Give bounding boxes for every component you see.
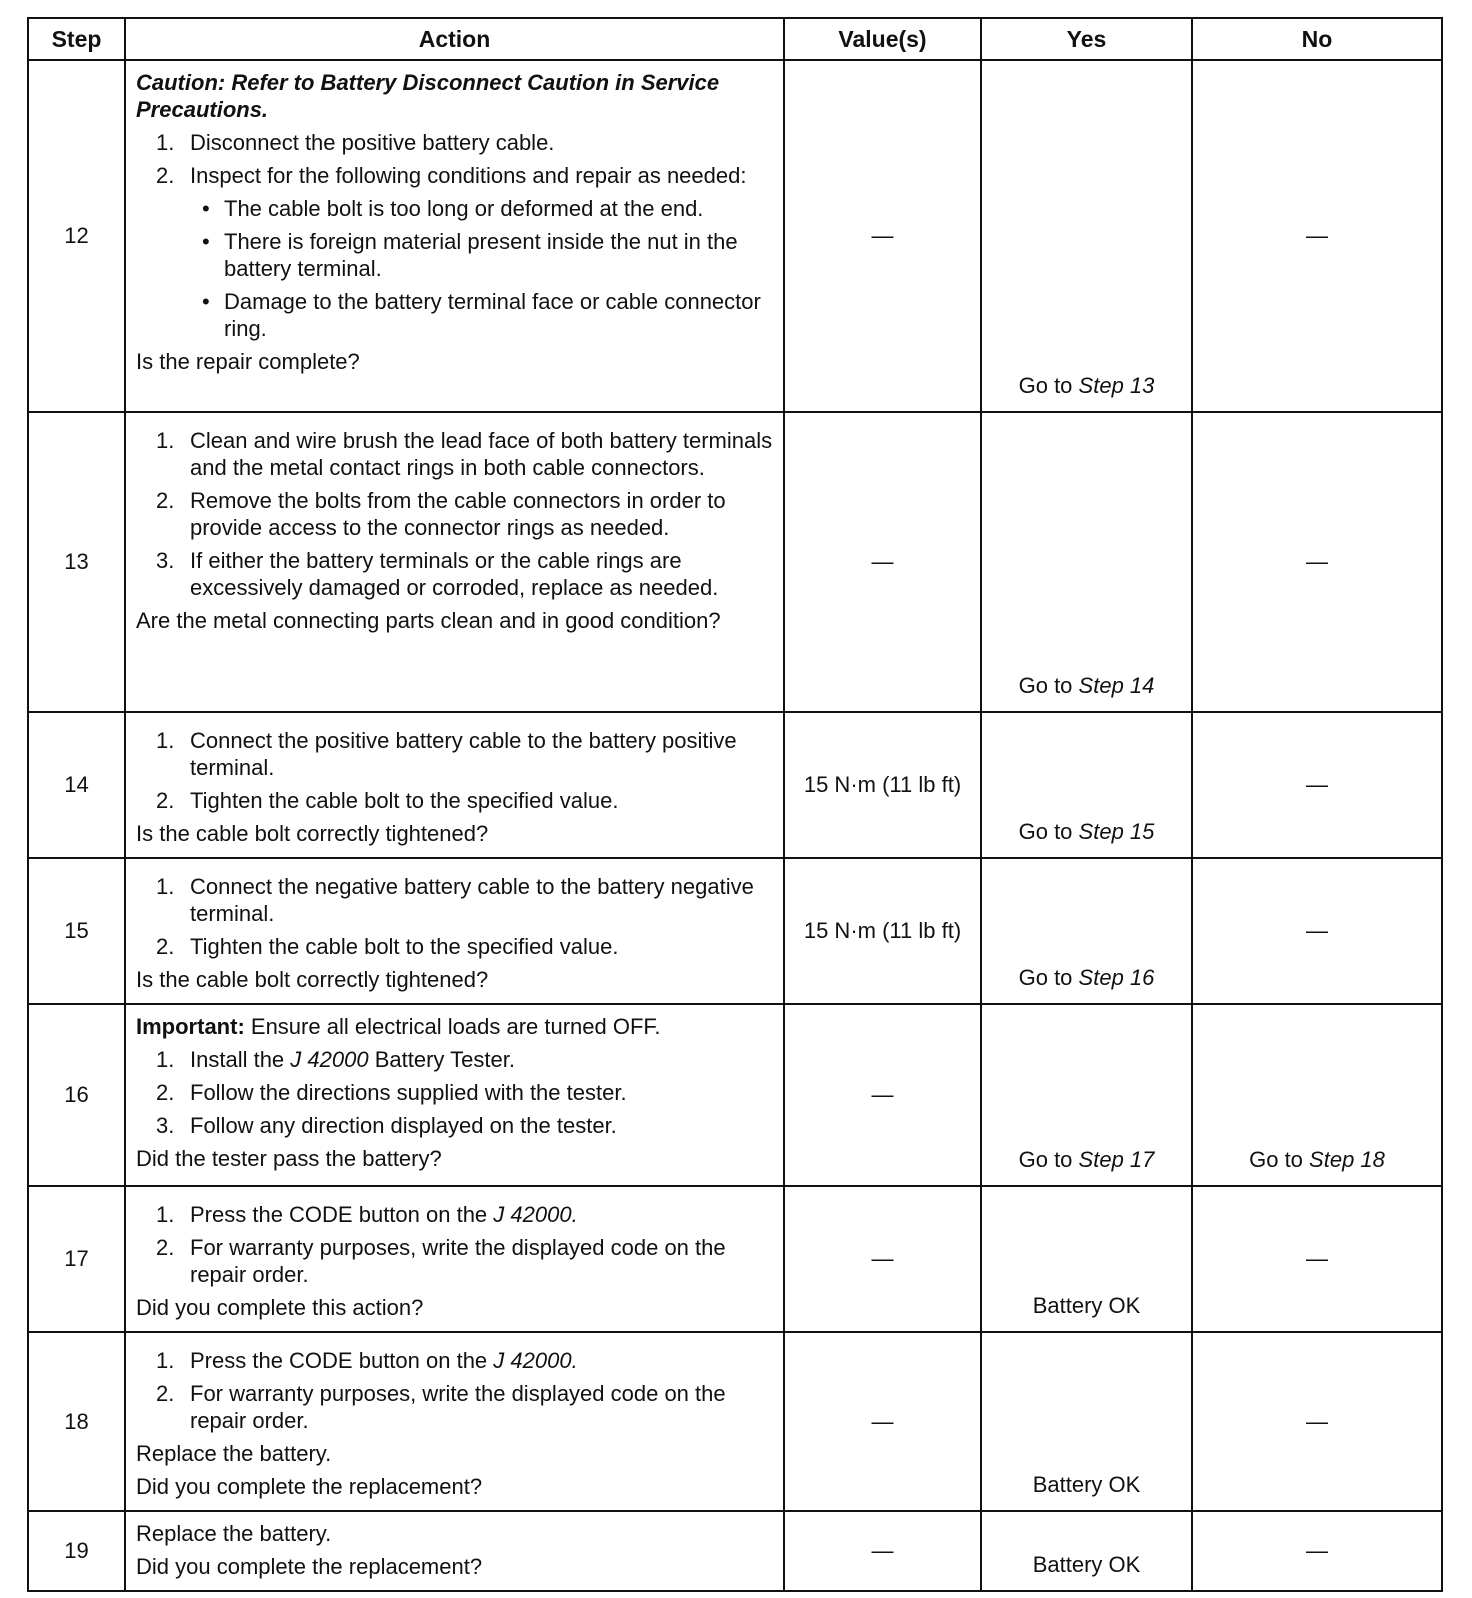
no-cell: —: [1192, 712, 1442, 858]
list-item: • The cable bolt is too long or deformed at the end.: [190, 195, 773, 222]
action-list: [136, 1347, 773, 1434]
list-item: 1. Disconnect the positive battery cable.: [156, 130, 555, 155]
step-number: 14: [28, 712, 125, 858]
no-cell: —: [1192, 412, 1442, 712]
value-cell: 15 N·m (11 lb ft): [784, 712, 981, 858]
list-item: 2. Remove the bolts from the cable connectors in order to provide access to the connector rings as needed.: [156, 488, 726, 540]
step-number: 17: [28, 1186, 125, 1332]
list-item: 3. Follow any direction displayed on the tester.: [156, 1113, 617, 1138]
yes-cell: Go to Step 13: [981, 60, 1192, 412]
no-cell: —: [1192, 60, 1442, 412]
list-item: 2. Follow the directions supplied with the tester.: [156, 1080, 627, 1105]
step-link[interactable]: Step 16: [1078, 965, 1155, 990]
yes-cell: Go to Step 14: [981, 412, 1192, 712]
list-item: • There is foreign material present inside the nut in the battery terminal.: [190, 228, 773, 282]
yes-cell: Go to Step 16: [981, 858, 1192, 1004]
value-cell: —: [784, 1511, 981, 1591]
step-link[interactable]: Step 13: [1078, 373, 1155, 398]
no-cell: —: [1192, 1186, 1442, 1332]
diagnostic-table: [27, 17, 1443, 1592]
header-row: [28, 18, 1442, 60]
list-item: 1. Connect the positive battery cable to the battery positive terminal.: [156, 728, 737, 780]
action-list: [136, 727, 773, 814]
table-row: [28, 1332, 1442, 1511]
action-cell: [125, 1186, 784, 1332]
step-link[interactable]: Step 15: [1078, 819, 1155, 844]
header-yes: Yes: [981, 18, 1192, 60]
list-item: • Damage to the battery terminal face or cable connector ring.: [190, 288, 773, 342]
value-cell: —: [784, 1186, 981, 1332]
no-cell: Go to Step 18: [1192, 1004, 1442, 1186]
action-list: [136, 427, 773, 601]
table-row: [28, 858, 1442, 1004]
value-cell: —: [784, 1004, 981, 1186]
list-item: 1. Press the CODE button on the J 42000.: [156, 1348, 578, 1373]
question-text: Did you complete this action?: [136, 1295, 424, 1320]
tool-name: J 42000.: [493, 1348, 578, 1373]
step-link[interactable]: Step 18: [1309, 1147, 1385, 1172]
yes-cell: Battery OK: [981, 1511, 1192, 1591]
question-text: Is the cable bolt correctly tightened?: [136, 821, 489, 846]
action-cell: [125, 60, 784, 412]
header-step: Step: [28, 18, 125, 60]
yes-cell: Battery OK: [981, 1332, 1192, 1511]
action-list: [136, 1201, 773, 1288]
step-link[interactable]: Step 14: [1078, 673, 1155, 698]
yes-cell: Battery OK: [981, 1186, 1192, 1332]
condition-list: [190, 195, 773, 342]
value-cell: —: [784, 1332, 981, 1511]
header-no: No: [1192, 18, 1442, 60]
step-link[interactable]: Step 17: [1078, 1147, 1155, 1172]
table-row: [28, 60, 1442, 412]
question-text: Did you complete the replacement?: [136, 1474, 483, 1499]
step-number: 13: [28, 412, 125, 712]
table-row: [28, 412, 1442, 712]
table-row: [28, 1511, 1442, 1591]
list-item: 1. Install the J 42000 Battery Tester.: [156, 1047, 515, 1072]
question-text: Is the repair complete?: [136, 349, 360, 374]
no-cell: —: [1192, 858, 1442, 1004]
action-cell: [125, 1004, 784, 1186]
action-list: [136, 1046, 773, 1139]
value-cell: 15 N·m (11 lb ft): [784, 858, 981, 1004]
instruction-text: Replace the battery.: [136, 1441, 332, 1466]
tool-name: J 42000.: [493, 1202, 578, 1227]
list-item: 1. Press the CODE button on the J 42000.: [156, 1202, 578, 1227]
table-row: [28, 712, 1442, 858]
question-text: Did the tester pass the battery?: [136, 1146, 442, 1171]
step-number: 15: [28, 858, 125, 1004]
header-values: Value(s): [784, 18, 981, 60]
question-text: Are the metal connecting parts clean and in good condition?: [136, 608, 721, 633]
value-cell: —: [784, 412, 981, 712]
table-row: [28, 1186, 1442, 1332]
step-number: 12: [28, 60, 125, 412]
action-cell: [125, 1511, 784, 1591]
list-item: 2. Tighten the cable bolt to the specified value.: [156, 788, 619, 813]
list-item: 2. For warranty purposes, write the displayed code on the repair order.: [156, 1381, 726, 1433]
list-item: 2. Tighten the cable bolt to the specified value.: [156, 934, 619, 959]
action-cell: [125, 712, 784, 858]
step-number: 16: [28, 1004, 125, 1186]
table-row: [28, 1004, 1442, 1186]
yes-cell: Go to Step 15: [981, 712, 1192, 858]
action-list: [136, 873, 773, 960]
no-cell: —: [1192, 1511, 1442, 1591]
list-item: 3. If either the battery terminals or the cable rings are excessively damaged or corroded, replace as needed.: [156, 548, 719, 600]
list-item: 2. Inspect for the following conditions and repair as needed: • The cable bolt is too long or deformed at the end. • There is foreign material present inside the nut in the battery terminal. • Damage to the battery terminal face or cable connector ring.: [136, 162, 773, 342]
action-cell: [125, 412, 784, 712]
caution-note: Caution: Refer to Battery Disconnect Caution in Service Precautions.: [136, 70, 720, 122]
instruction-text: Replace the battery.: [136, 1521, 332, 1546]
question-text: Did you complete the replacement?: [136, 1554, 483, 1579]
tool-name: J 42000: [290, 1047, 369, 1072]
action-list: [136, 129, 773, 342]
list-item: 1. Clean and wire brush the lead face of both battery terminals and the metal contact rings in both cable connectors.: [156, 428, 773, 480]
no-cell: —: [1192, 1332, 1442, 1511]
action-cell: [125, 858, 784, 1004]
question-text: Is the cable bolt correctly tightened?: [136, 967, 489, 992]
value-cell: —: [784, 60, 981, 412]
action-cell: [125, 1332, 784, 1511]
step-number: 19: [28, 1511, 125, 1591]
header-action: Action: [125, 18, 784, 60]
list-item: 1. Connect the negative battery cable to the battery negative terminal.: [156, 874, 754, 926]
yes-cell: Go to Step 17: [981, 1004, 1192, 1186]
step-number: 18: [28, 1332, 125, 1511]
list-item: 2. For warranty purposes, write the displayed code on the repair order.: [156, 1235, 726, 1287]
important-note: Important: Ensure all electrical loads are turned OFF.: [136, 1014, 661, 1039]
